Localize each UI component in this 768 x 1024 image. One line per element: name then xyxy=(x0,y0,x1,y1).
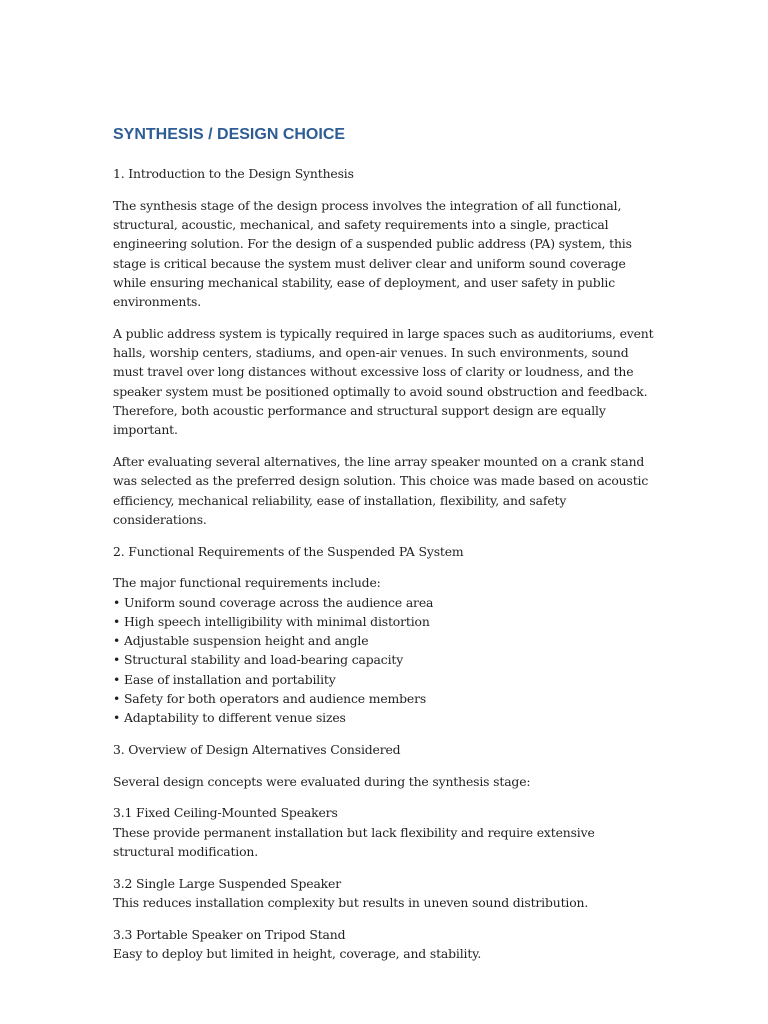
requirement-item: • High speech intelligibility with minimal distortion xyxy=(113,613,430,629)
requirement-item: • Safety for both operators and audience members xyxy=(113,691,427,707)
requirement-item: • Uniform sound coverage across the audience area xyxy=(113,594,434,610)
section-1-paragraph-2: A public address system is typically required in large spaces such as auditoriums, event halls, worship centers, stadiums, and open-air venues. In such environments, sound must travel over long distances without excessive loss of clarity or loudness, and the speaker system must be positioned optimally to avoid sound obstruction and feedback. Therefore, both acoustic performance and structural support design are equally important. xyxy=(113,325,654,438)
section-2-heading: 2. Functional Requirements of the Suspended PA System xyxy=(113,543,464,559)
alternative-3-1-description: These provide permanent installation but lack flexibility and require extensive structural modification. xyxy=(113,824,595,860)
requirement-item: • Adjustable suspension height and angle xyxy=(113,633,369,649)
section-2-intro: The major functional requirements include: xyxy=(113,575,381,591)
alternative-3-3 xyxy=(113,925,658,964)
section-3-heading: 3. Overview of Design Alternatives Considered xyxy=(113,742,401,758)
requirements-list xyxy=(113,593,658,728)
requirement-item: • Ease of installation and portability xyxy=(113,671,336,687)
alternative-3-2 xyxy=(113,874,658,913)
alternative-3-1 xyxy=(113,803,658,861)
alternative-3-2-description: This reduces installation complexity but results in uneven sound distribution. xyxy=(113,895,589,911)
section-1-paragraph-1: The synthesis stage of the design process involves the integration of all functional, structural, acoustic, mechanical, and safety requirements into a single, practical engineering solution. For the design of a suspended public address (PA) system, this stage is critical because the system must deliver clear and uniform sound coverage while ensuring mechanical stability, ease of deployment, and user safety in public environments. xyxy=(113,197,632,310)
section-1-paragraph-3: After evaluating several alternatives, the line array speaker mounted on a crank stand was selected as the preferred design solution. This choice was made based on acoustic efficiency, mechanical reliability, ease of installation, flexibility, and safety considerations. xyxy=(113,454,649,527)
section-3-intro: Several design concepts were evaluated during the synthesis stage: xyxy=(113,773,531,789)
document-body xyxy=(113,124,658,976)
alternative-3-1-title: 3.1 Fixed Ceiling-Mounted Speakers xyxy=(113,805,338,821)
section-1-heading: 1. Introduction to the Design Synthesis xyxy=(113,166,354,181)
alternative-3-3-description: Easy to deploy but limited in height, coverage, and stability. xyxy=(113,946,482,961)
requirement-item: • Adaptability to different venue sizes xyxy=(113,710,346,726)
requirement-item: • Structural stability and load-bearing capacity xyxy=(113,652,404,668)
document-title: SYNTHESIS / DESIGN CHOICE xyxy=(113,126,346,143)
alternative-3-2-title: 3.2 Single Large Suspended Speaker xyxy=(113,875,341,891)
alternative-3-3-title: 3.3 Portable Speaker on Tripod Stand xyxy=(113,926,346,942)
